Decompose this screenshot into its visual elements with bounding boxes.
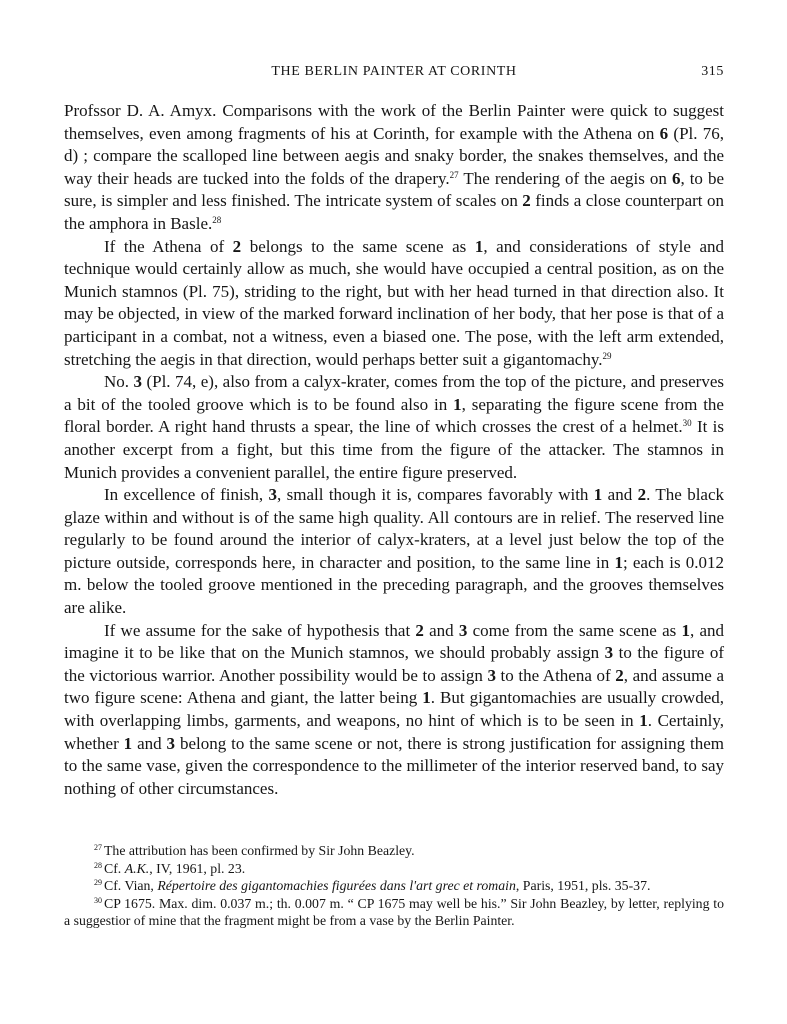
footnote-italic: A.K.: [124, 860, 150, 876]
footnote-text: , IV, 1961, pl. 23.: [149, 860, 246, 876]
text: ; each is 0.012 m. below the tooled groove mentioned in the preceding paragraph, and the grooves themselves are alike.: [64, 552, 725, 618]
text: No.: [104, 372, 134, 392]
catalogue-number: 1: [453, 394, 462, 414]
page-number: 315: [701, 64, 724, 79]
catalogue-number: 2: [415, 620, 424, 640]
catalogue-number: 2: [637, 485, 647, 505]
footnote-28: [64, 860, 724, 878]
text: belongs to the same scene as: [241, 236, 475, 256]
catalogue-number: 1: [123, 733, 133, 753]
catalogue-number: 3: [604, 643, 614, 663]
footnote-text: Cf. Vian,: [104, 878, 158, 894]
text: , and imagine it to be like that on the Munich stamnos, we should probably assign: [64, 620, 724, 663]
catalogue-number: 3: [268, 485, 277, 505]
running-header: [64, 64, 724, 86]
footnote-ref-28[interactable]: 28: [212, 214, 222, 225]
footnotes: [64, 842, 724, 930]
footnote-ref-29[interactable]: 29: [602, 350, 612, 361]
text: and: [423, 620, 459, 640]
catalogue-number: 1: [614, 552, 623, 572]
footnote-27: [64, 842, 724, 860]
catalogue-number: 6: [671, 168, 681, 188]
catalogue-number: 2: [615, 665, 624, 685]
text: (Pl. 76, d) ; compare the scalloped line between aegis and snaky border, the snakes themselves, and the way their heads are tucked into the folds of the drapery.: [64, 123, 724, 188]
text: to the Athena of: [495, 665, 616, 685]
text: come from the same scene as: [467, 620, 682, 640]
text: , and assume a two figure scene: Athena and giant, the latter being: [64, 665, 724, 708]
catalogue-number: 1: [474, 236, 484, 256]
text: and: [132, 733, 167, 753]
text: (Pl. 74, e), also from a calyx-krater, comes from the top of the picture, and preserves a bit of the tooled groove which is to be found also in: [64, 372, 725, 414]
text: . The black glaze within and without is of the same high quality. All contours are in relief. The reserved line regularly to be found around the interior of calyx-kraters, at a level just below the top of the picture outside, corresponds here, in character and position, to the same line in: [64, 485, 725, 572]
footnote-ref-27[interactable]: 27: [449, 169, 459, 180]
text: finds a close counterpart on the amphora in Basle.: [64, 191, 724, 233]
text: If the Athena of: [104, 236, 233, 256]
footnote-number: 30: [94, 895, 102, 905]
paragraph-5: [64, 620, 724, 801]
paragraph-4: [64, 484, 724, 620]
text: , and considerations of style and technique would certainly allow as much, she would have occupied a central position, as on the Munich stamnos (Pl. 75), striding to the right, but with her head turned in that direction also. It may be objected, in view of the marked forward inclination of her body, that her pose is that of a participant in a combat, not a witness, even a biased one. The pose, with the left arm extended, stretching the aegis in that direction, would perhaps better suit a gigantomachy.: [64, 236, 724, 369]
paragraph-3: [64, 371, 724, 484]
catalogue-number: 1: [593, 485, 603, 505]
footnote-number: 29: [94, 878, 102, 888]
footnote-number: 27: [94, 843, 102, 852]
text: The rendering of the aegis on: [458, 168, 672, 188]
footnote-29: [64, 877, 724, 895]
footnote-text: Cf.: [104, 860, 125, 876]
catalogue-number: 2: [522, 191, 531, 211]
catalogue-number: 1: [639, 711, 648, 731]
text: to the figure of the victorious warrior. Another possibility would be to assign: [64, 643, 724, 685]
footnote-number: 28: [94, 860, 102, 870]
text: , to be sure, is simpler and less finished. The intricate system of scales on: [64, 168, 724, 211]
catalogue-number: 1: [681, 620, 690, 640]
paragraph-1: [64, 100, 724, 236]
text: , separating the figure scene from the floral border. A right hand thrusts a spear, the line of which crosses the crest of a helmet.: [64, 394, 724, 437]
text: and: [602, 485, 638, 505]
footnote-30: [64, 895, 724, 930]
text: If we assume for the sake of hypothesis that: [104, 620, 416, 640]
text: . Certainly, whether: [64, 711, 724, 753]
catalogue-number: 2: [232, 236, 242, 256]
body-text: [64, 100, 724, 800]
catalogue-number: 1: [422, 688, 431, 708]
text: In excellence of finish,: [104, 485, 269, 505]
catalogue-number: 3: [166, 733, 176, 753]
footnote-text: CP 1675. Max. dim. 0.037 m.; th. 0.007 m. “ CP 1675 may well be his.” Sir John Beazley, by letter, replying to a suggestior of mine that the fragment might be from a vase by the Berlin Painter.: [64, 895, 724, 929]
catalogue-number: 3: [133, 372, 142, 392]
paragraph-2: [64, 236, 724, 372]
text: belong to the same scene or not, there is strong justification for assigning them to the same vase, given the correspondence to the millimeter of the interior reserved band, to say nothing of other circumstances.: [64, 733, 724, 798]
text: Profssor D. A. Amyx. Comparisons with the work of the Berlin Painter were quick to suggest themselves, even among fragments of his at Corinth, for example with the Athena on: [64, 101, 724, 143]
catalogue-number: 3: [487, 665, 496, 685]
catalogue-number: 3: [458, 620, 468, 640]
footnote-text: The attribution has been confirmed by Sir John Beazley.: [104, 843, 415, 858]
text: . But gigantomachies are usually crowded, with overlapping limbs, garments, and weapons, no hint of which is to be seen in: [64, 688, 724, 731]
text: It is another excerpt from a fight, but this time from the figure of the attacker. The stamnos in Munich provides a convenient parallel, the entire figure preserved.: [64, 417, 724, 482]
footnote-ref-30[interactable]: 30: [682, 418, 692, 429]
footnote-italic: Répertoire des gigantomachies figurées dans l'art grec et romain: [157, 878, 516, 894]
footnote-text: , Paris, 1951, pls. 35-37.: [515, 878, 651, 894]
catalogue-number: 6: [659, 123, 669, 143]
running-title: THE BERLIN PAINTER AT CORINTH: [271, 64, 517, 79]
text: , small though it is, compares favorably with: [277, 485, 594, 505]
